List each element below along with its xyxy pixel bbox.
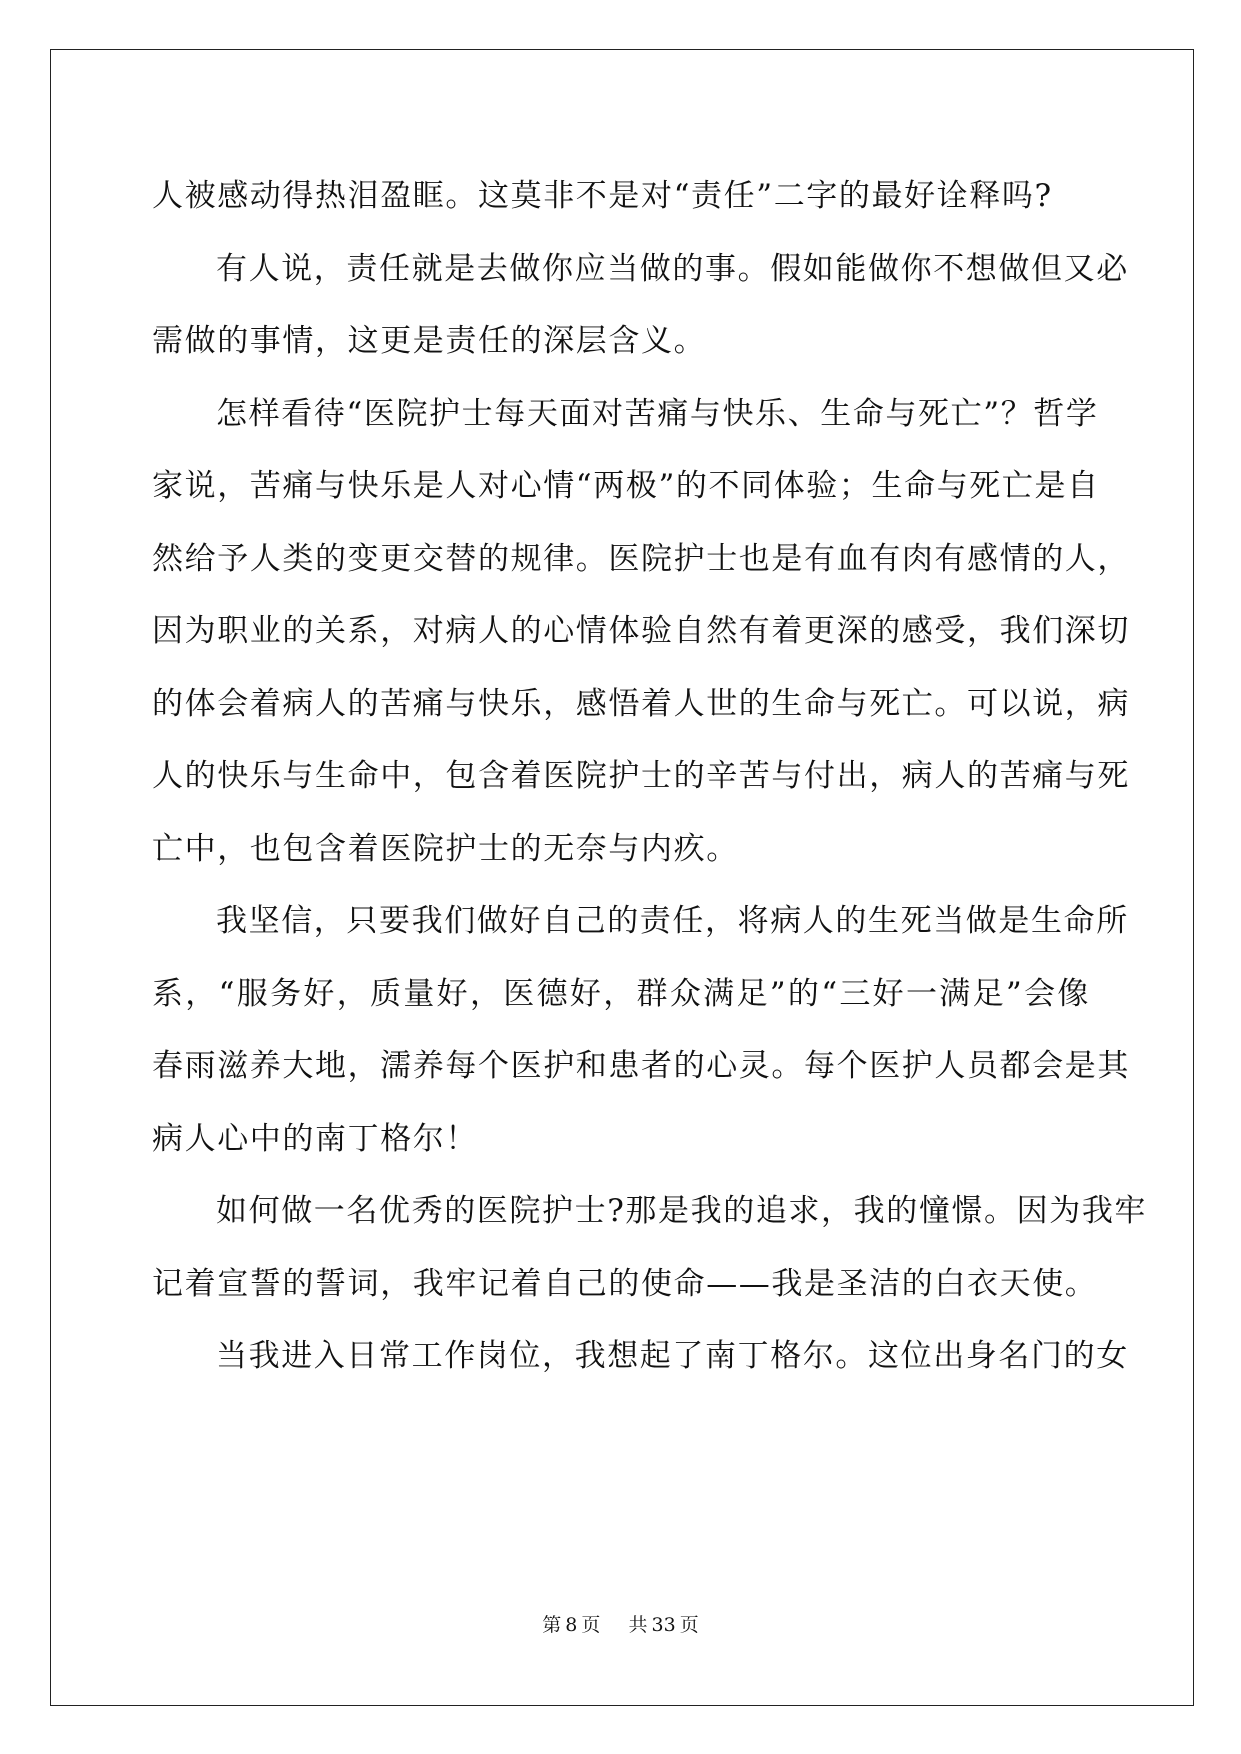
text-line: 因为职业的关系，对病人的心情体验自然有着更深的感受，我们深切 bbox=[152, 613, 1130, 649]
text-line: 当我进入日常工作岗位，我想起了南丁格尔。这位出身名门的女 bbox=[216, 1338, 1129, 1374]
page-footer bbox=[0, 1610, 1241, 1637]
text-line: 我坚信，只要我们做好自己的责任，将病人的生死当做是生命所 bbox=[216, 903, 1129, 939]
text-line: 有人说，责任就是去做你应当做的事。假如能做你不想做但又必 bbox=[216, 250, 1129, 287]
page-prefix: 第 bbox=[542, 1614, 562, 1636]
total-prefix: 共 bbox=[628, 1614, 648, 1636]
text-line: 人的快乐与生命中，包含着医院护士的辛苦与付出，病人的苦痛与死 bbox=[152, 758, 1130, 794]
total-suffix: 页 bbox=[679, 1614, 699, 1636]
text-line: 记着宣誓的誓词，我牢记着自己的使命——我是圣洁的白衣天使。 bbox=[152, 1265, 1098, 1302]
total-pages: 33 bbox=[651, 1614, 676, 1636]
text-line: 需做的事情，这更是责任的深层含义。 bbox=[152, 323, 707, 359]
text-line: 人被感动得热泪盈眶。这莫非不是对“责任”二字的最好诠释吗? bbox=[152, 178, 1053, 214]
text-line: 春雨滋养大地，濡养每个医护和患者的心灵。每个医护人员都会是其 bbox=[152, 1048, 1130, 1084]
document-body bbox=[152, 160, 1148, 1393]
page-suffix: 页 bbox=[581, 1614, 601, 1636]
text-line: 家说，苦痛与快乐是人对心情“两极”的不同体验；生命与死亡是自 bbox=[152, 468, 1100, 504]
text-line: 系，“服务好，质量好，医德好，群众满足”的“三好一满足”会像 bbox=[152, 975, 1090, 1012]
text-line: 亡中，也包含着医院护士的无奈与内疚。 bbox=[152, 830, 739, 867]
text-line: 病人心中的南丁格尔！ bbox=[152, 1120, 478, 1157]
text-line: 怎样看待“医院护士每天面对苦痛与快乐、生命与死亡”？哲学 bbox=[216, 395, 1099, 432]
text-line: 如何做一名优秀的医院护士?那是我的追求，我的憧憬。因为我牢 bbox=[216, 1193, 1148, 1229]
text-line: 然给予人类的变更交替的规律。医院护士也是有血有肉有感情的人， bbox=[152, 540, 1130, 577]
page-number: 8 bbox=[565, 1614, 578, 1636]
text-line: 的体会着病人的苦痛与快乐，感悟着人世的生命与死亡。可以说，病 bbox=[152, 685, 1130, 722]
